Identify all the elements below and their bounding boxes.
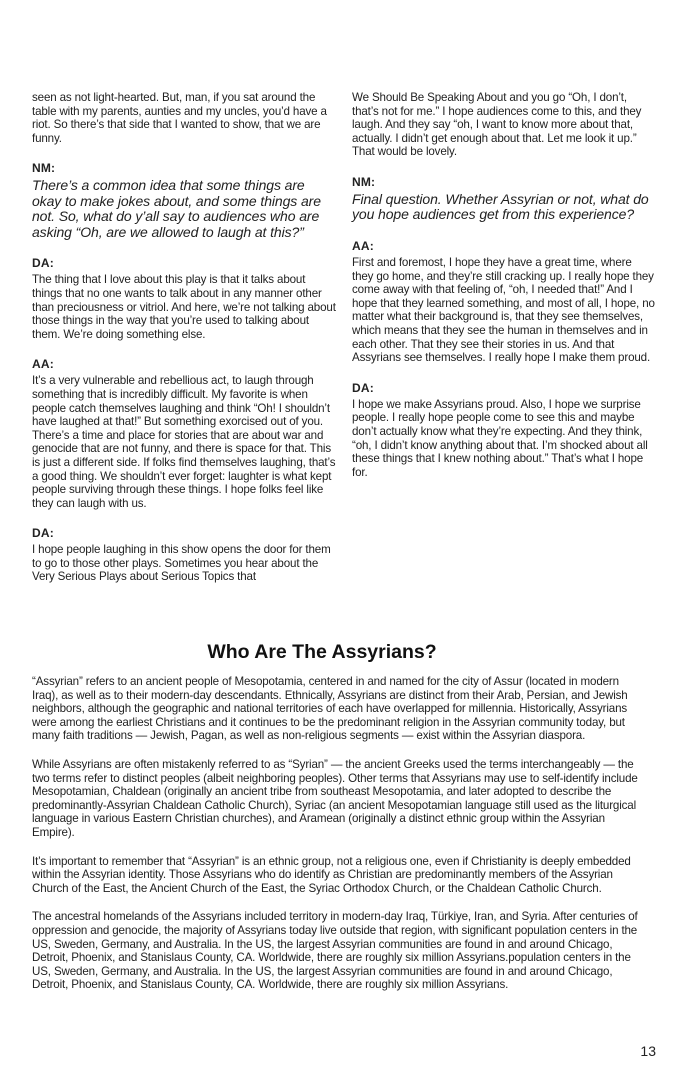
speaker-label: AA: — [32, 357, 54, 372]
page-number: 13 — [640, 1043, 656, 1059]
section-paragraph-2: While Assyrians are often mistakenly referred to as “Syrian” — the ancient Greeks used the terms interchangeably — the two terms refer to distinct peoples (albeit neighboring peoples). Other terms that Assyrians may use to self-identify include Mesopotamian, Chaldean (originally an ancient tribe from southeast Mesopotamia, and later adopted to describe the predominantly-Assyrian Chaldean Catholic Church), Syriac (an ancient Mesopotamian language still used as the liturgical language in various Eastern Christian churches), and Aramean (originally a distinct ethnic group within the Assyrian Empire). — [32, 757, 638, 839]
interview-question: Final question. Whether Assyrian or not, what do you hope audiences get from this experience? — [352, 190, 649, 223]
assyrians-section — [32, 675, 644, 1007]
interview-paragraph: I hope we make Assyrians proud. Also, I hope we surprise people. I really hope people come to see this and maybe don’t actually know what they’re expecting. And they think, “oh, I didn’t know anything about that. I’m shocked about all these things that I knew nothing about.” That’s what I hope for. — [352, 397, 648, 479]
speaker-label: NM: — [32, 161, 56, 176]
interview-left-column — [32, 91, 336, 600]
interview-right-column — [352, 91, 656, 495]
speaker-label: DA: — [32, 256, 54, 271]
interview-paragraph: The thing that I love about this play is that it talks about things that no one wants to talk about in any manner other than preciousness or vitriol. And here, we’re not talking about those things in the way that you’re used to talking about them. We’re doing something else. — [32, 273, 336, 341]
interview-paragraph: We Should Be Speaking About and you go “Oh, I don’t, that’s not for me.” I hope audiences come to this, and they laugh. And they say “oh, I want to know more about that, actually. I didn’t get enough about that. Let me look it up.” That would be lovely. — [352, 91, 642, 159]
interview-paragraph: It’s a very vulnerable and rebellious act, to laugh through something that is incredibly difficult. My favorite is when people catch themselves laughing and think “Oh! I shouldn’t have laughed at that!” But something exorcised out of you. There’s a time and place for stories that are about war and genocide that are not funny, and there is space for that. This is just a different side. If folks find themselves laughing, that’s a good thing. We shouldn’t ever forget: laughter is what kept people surviving through these things. I hope folks feel like they can laugh with us. — [32, 374, 336, 510]
speaker-label: NM: — [352, 174, 376, 189]
section-title: Who Are The Assyrians? — [207, 641, 437, 663]
interview-paragraph: seen as not light-hearted. But, man, if you sat around the table with my parents, aunties and my uncles, you’d have a riot. So there’s that side that I wanted to show, that we are funny. — [32, 91, 327, 145]
speaker-label: DA: — [32, 526, 54, 541]
interview-paragraph: First and foremost, I hope they have a great time, where they go home, and they’re still cracking up. I really hope they come away with that feeling of, “oh, I needed that!” And I hope that they learned something, and most of all, I hope, no matter what their background is, that they see themselves, which means that they see the human in themselves and in each other. That they see their stories in us. And that Assyrians see themselves. I really hope I make them proud. — [352, 255, 655, 365]
section-paragraph-4: The ancestral homelands of the Assyrians included territory in modern-day Iraq, Türkiye, Iran, and Syria. After centuries of oppression and genocide, the majority of Assyrians today live outside that region, with significant population centers in the US, Sweden, Germany, and Australia. In the US, the largest Assyrian communities are found in and around Chicago, Detroit, Phoenix, and Stanislaus County, CA. Worldwide, there are roughly six million Assyrians.population centers in the US, Sweden, Germany, and Australia. In the US, the largest Assyrian communities are found in and around Chicago, Detroit, Phoenix, and Stanislaus County, CA. Worldwide, there are roughly six million Assyrians. — [32, 910, 638, 992]
interview-question: There’s a common idea that some things are okay to make jokes about, and some things are not. So, what do y’all say to audiences who are asking “Oh, are we allowed to laugh at this?” — [32, 177, 321, 240]
interview-paragraph: I hope people laughing in this show opens the door for them to go to those other plays. Sometimes you hear about the Very Serious Plays about Serious Topics that — [32, 543, 331, 584]
speaker-label: AA: — [352, 238, 374, 253]
section-paragraph-3: It’s important to remember that “Assyrian” is an ethnic group, not a religious one, even if Christianity is deeply embedded within the Assyrian identity. Those Assyrians who do identify as Christian are predominantly members of the Assyrian Church of the East, the Ancient Church of the East, the Syriac Orthodox Church, or the Chaldean Catholic Church. — [32, 854, 631, 895]
speaker-label: DA: — [352, 380, 374, 395]
section-paragraph-1: “Assyrian” refers to an ancient people of Mesopotamia, centered in and named for the city of Assur (located in modern Iraq), as well as to their modern-day descendants. Ethnically, Assyrians are distinct from their Arab, Persian, and Jewish neighbors, although the geographic and national territories of each have overlapped for millennia. Historically, Assyrians were among the earliest Christians and it continues to be the predominant religion in the Assyrian community today, but many faith traditions — Jewish, Pagan, as well as non-religious segments — exist within the Assyrian diaspora. — [32, 675, 628, 743]
